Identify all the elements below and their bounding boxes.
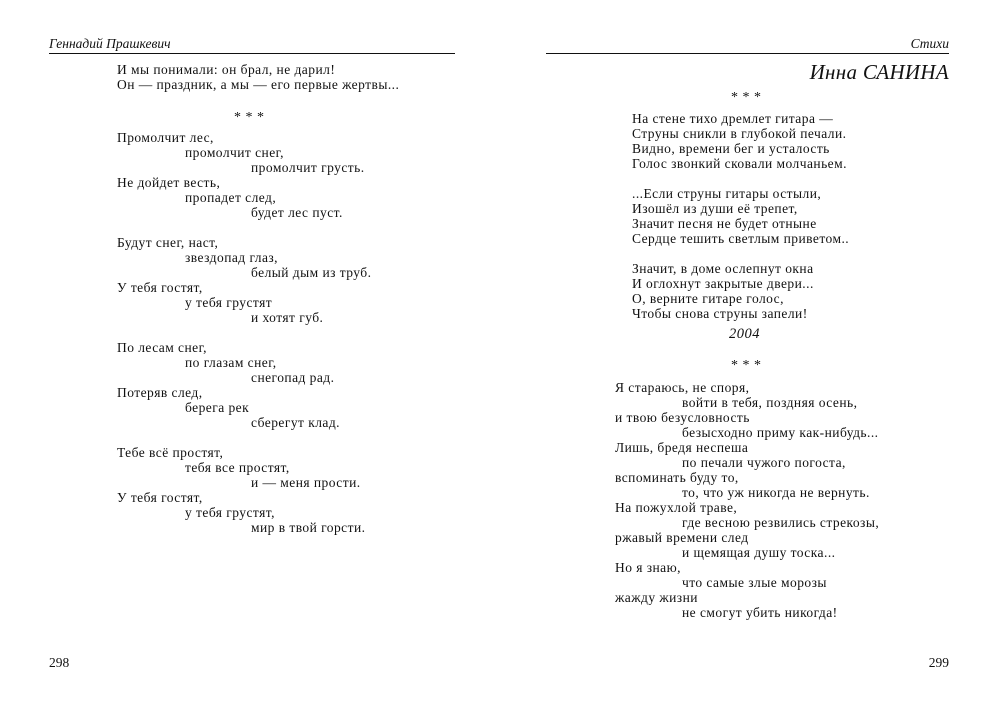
poem-line: по глазам снег,: [185, 355, 277, 370]
poem-line: О, верните гитаре голос,: [632, 291, 784, 306]
poem-line: войти в тебя, поздняя осень,: [682, 395, 858, 410]
poem-line: ...Если струны гитары остыли,: [632, 186, 822, 201]
right-page: [500, 0, 1000, 707]
poem-line: И мы понимали: он брал, не дарил!: [117, 62, 336, 77]
poem-line: Не дойдет весть,: [117, 175, 221, 190]
poem-line: Будут снег, наст,: [117, 235, 219, 250]
poem-line: Сердце тешить светлым приветом..: [632, 231, 850, 246]
poem-line: Струны сникли в глубокой печали.: [632, 126, 847, 141]
section-divider: * * *: [234, 110, 265, 125]
poem-line: тебя все простят,: [185, 460, 290, 475]
poem-line: пропадет след,: [185, 190, 277, 205]
poem-line: Чтобы снова струны запели!: [632, 306, 808, 321]
poem-date: 2004: [729, 326, 760, 342]
poem-line: Потеряв след,: [117, 385, 203, 400]
poem-line: сберегут клад.: [251, 415, 340, 430]
poem-line: белый дым из труб.: [251, 265, 372, 280]
poem-line: У тебя гостят,: [117, 490, 203, 505]
poem-line: Значит песня не будет отныне: [632, 216, 817, 231]
poem-line: что самые злые морозы: [682, 575, 827, 590]
poem-line: у тебя грустят,: [185, 505, 275, 520]
poem-line: и твою безусловность: [615, 410, 750, 425]
poem-line: Голос звонкий сковали молчаньем.: [632, 156, 847, 171]
header-rule-left: [49, 53, 455, 54]
poem-line: По лесам снег,: [117, 340, 207, 355]
page-number-right: 299: [928, 655, 949, 670]
poem-line: Я стараюсь, не споря,: [615, 380, 750, 395]
page-number-left: 298: [49, 655, 70, 670]
author-name: Инна САНИНА: [809, 60, 949, 84]
poem-line: На стене тихо дремлет гитара —: [632, 111, 834, 126]
poem-line: ржавый времени след: [615, 530, 749, 545]
poem-line: И оглохнут закрытые двери...: [632, 276, 814, 291]
poem-line: не смогут убить никогда!: [682, 605, 838, 620]
running-head-left: Геннадий Прашкевич: [49, 36, 171, 51]
poem-line: Значит, в доме ослепнут окна: [632, 261, 814, 276]
poem-line: по печали чужого погоста,: [682, 455, 846, 470]
poem-line: и — меня прости.: [251, 475, 361, 490]
poem-line: У тебя гостят,: [117, 280, 203, 295]
poem-line: промолчит снег,: [185, 145, 284, 160]
poem-line: берега рек: [185, 400, 250, 415]
poem-line: будет лес пуст.: [251, 205, 343, 220]
running-head-right: Стихи: [910, 36, 949, 51]
section-divider: * * *: [731, 358, 762, 373]
poem-line: безысходно приму как-нибудь...: [682, 425, 879, 440]
poem-line: Но я знаю,: [615, 560, 681, 575]
header-rule-right: [546, 53, 949, 54]
section-divider: * * *: [731, 90, 762, 105]
poem-line: снегопад рад.: [251, 370, 335, 385]
poem-line: и щемящая душу тоска...: [682, 545, 836, 560]
poem-line: На пожухлой траве,: [615, 500, 738, 515]
poem-line: звездопад глаз,: [185, 250, 278, 265]
poem-line: у тебя грустят: [185, 295, 273, 310]
poem-line: Лишь, бредя неспеша: [615, 440, 749, 455]
poem-line: Видно, времени бег и усталость: [632, 141, 830, 156]
poem-line: то, что уж никогда не вернуть.: [682, 485, 870, 500]
poem-line: Промолчит лес,: [117, 130, 214, 145]
poem-line: жажду жизни: [615, 590, 698, 605]
poem-line: и хотят губ.: [251, 310, 324, 325]
poem-line: промолчит грусть.: [251, 160, 365, 175]
poem-line: вспоминать буду то,: [615, 470, 739, 485]
poem-line: Тебе всё простят,: [117, 445, 224, 460]
poem-line: где весною резвились стрекозы,: [682, 515, 880, 530]
poem-line: Он — праздник, а мы — его первые жертвы...: [117, 77, 400, 92]
poem-line: мир в твой горсти.: [251, 520, 366, 535]
poem-line: Изошёл из души её трепет,: [632, 201, 798, 216]
